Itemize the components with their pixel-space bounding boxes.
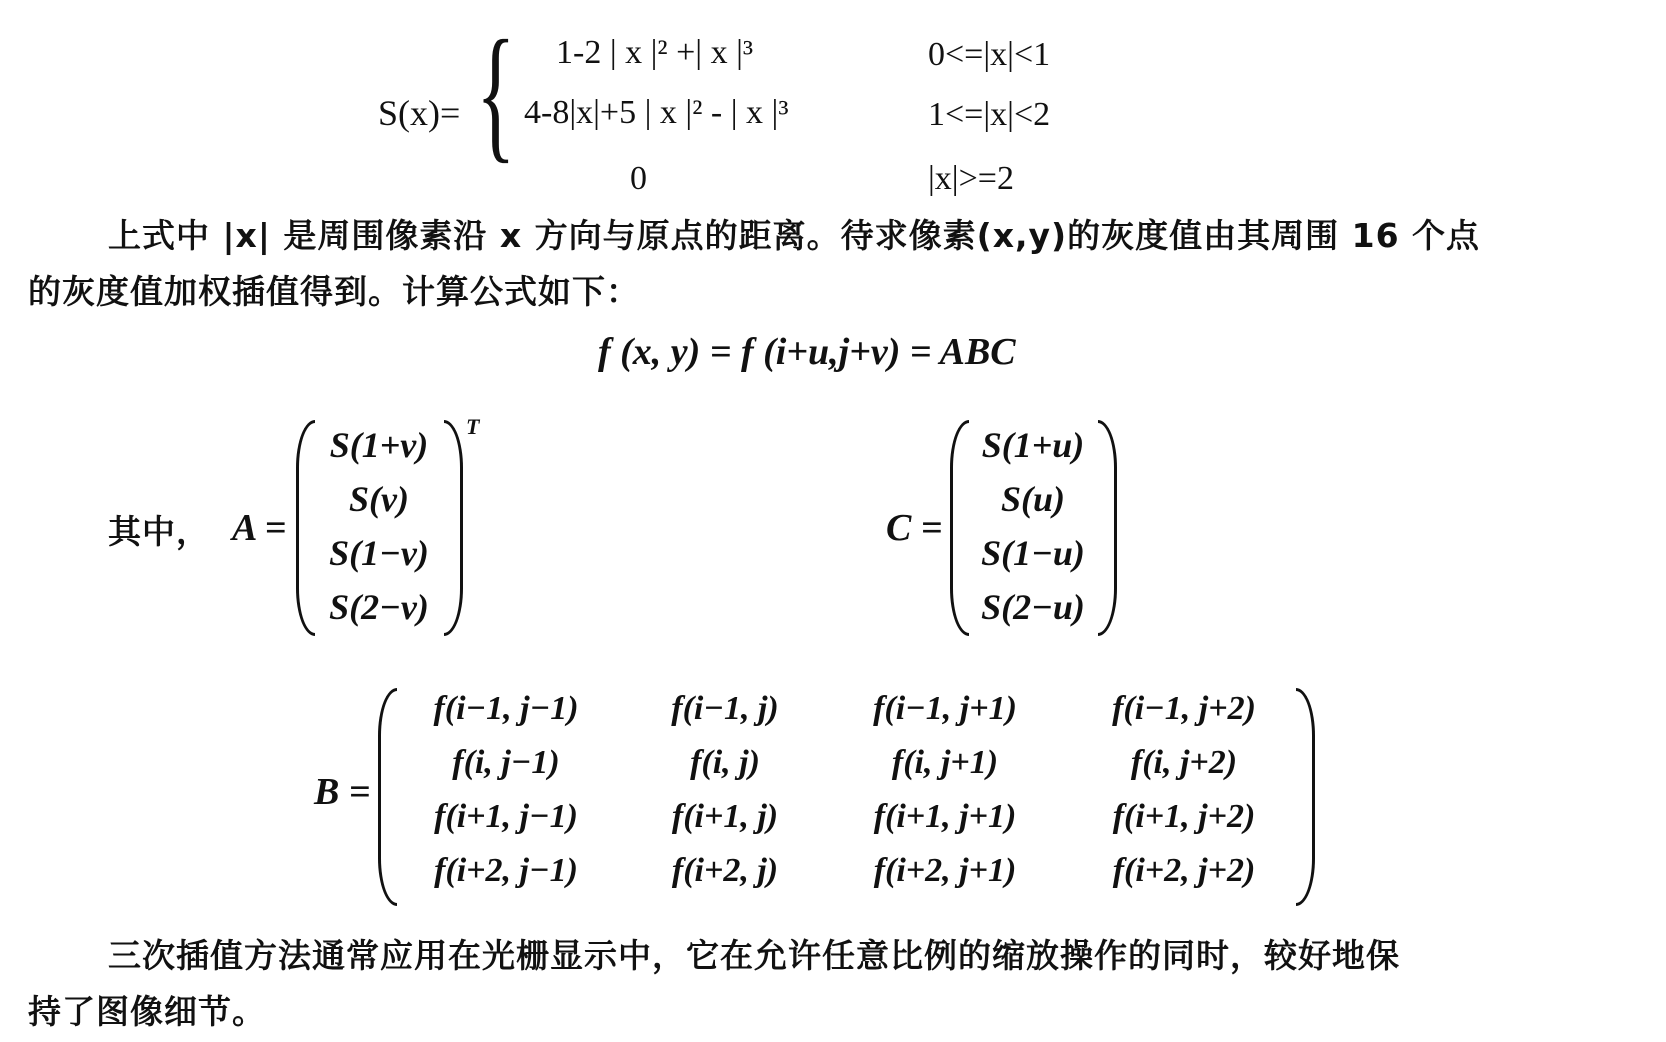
matrix-c-entry: S(2−u): [981, 587, 1085, 627]
piecewise-row-2-cond: 1<=|x|<2: [928, 96, 1051, 133]
matrix-b-cell: f(i+1, j+1): [873, 798, 1017, 835]
paragraph-2-line-1: 三次插值方法通常应用在光栅显示中，它在允许任意比例的缩放操作的同时，较好地保: [108, 936, 1400, 975]
matrix-b-cell: f(i, j−1): [452, 744, 560, 781]
piecewise-row-3-expr: 0: [630, 160, 647, 197]
matrix-c-entry: S(1−u): [981, 533, 1085, 573]
matrix-b-cell: f(i, j+1): [891, 744, 999, 781]
left-brace: {: [476, 10, 516, 176]
matrix-b-cell: f(i−1, j+1): [873, 690, 1017, 727]
matrix-a-entry: S(1+v): [329, 425, 429, 465]
matrix-a-entry: S(2−v): [329, 587, 429, 627]
matrix-b-cell: f(i+2, j): [671, 852, 779, 889]
piecewise-row-1-expr: 1-2 | x |² +| x |³: [556, 34, 754, 71]
matrix-a-transpose: T: [466, 414, 480, 439]
piecewise-label: S(x)=: [378, 93, 461, 133]
matrix-a-label: A =: [232, 507, 287, 549]
piecewise-row-3-cond: |x|>=2: [928, 160, 1014, 197]
matrix-b-left-paren: [378, 688, 397, 906]
matrix-b-cell: f(i+1, j): [671, 798, 779, 835]
paragraph-1-line-1: 上式中 |x| 是周围像素沿 x 方向与原点的距离。待求像素(x,y)的灰度值由其周围 16 个点: [108, 216, 1481, 255]
matrix-a-right-paren: [444, 420, 463, 636]
matrix-c-right-paren: [1098, 420, 1117, 636]
matrix-b-cell: f(i, j+2): [1130, 744, 1238, 781]
matrix-b-cell: f(i+1, j−1): [434, 798, 578, 835]
matrix-b-cell: f(i+2, j−1): [434, 852, 578, 889]
paragraph-1-line-2: 的灰度值加权插值得到。计算公式如下：: [28, 272, 640, 311]
matrix-a-entry: S(v): [349, 479, 409, 519]
piecewise-row-1-cond: 0<=|x|<1: [928, 36, 1051, 73]
matrix-b-cell: f(i+2, j+2): [1112, 852, 1256, 889]
matrix-b-cell: f(i+1, j+2): [1112, 798, 1256, 835]
matrix-a-entry: S(1−v): [329, 533, 429, 573]
matrix-c-entry: S(u): [1000, 479, 1066, 519]
matrix-c-label: C =: [886, 507, 943, 549]
matrix-b-label: B =: [314, 771, 371, 813]
main-equation: f (x, y) = f (i+u,j+v) = ABC: [598, 331, 1016, 373]
matrix-b-cell: f(i−1, j+2): [1112, 690, 1256, 727]
matrix-b-cell: f(i+2, j+1): [873, 852, 1017, 889]
matrix-c-entry: S(1+u): [981, 425, 1085, 465]
piecewise-row-2-expr: 4-8|x|+5 | x |² - | x |³: [524, 94, 789, 131]
paragraph-2-line-2: 持了图像细节。: [28, 992, 266, 1031]
matrix-b-cell: f(i−1, j−1): [433, 690, 579, 727]
matrix-b-cell: f(i−1, j): [671, 690, 779, 727]
matrix-a-prefix: 其中，: [108, 512, 210, 551]
matrix-b-cell: f(i, j): [690, 744, 760, 781]
